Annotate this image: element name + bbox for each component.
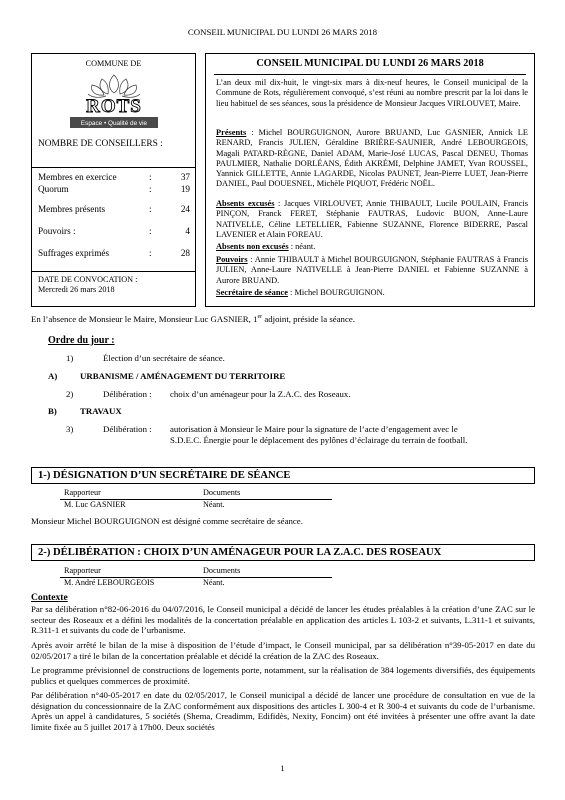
rapporteur-header: Rapporteur xyxy=(64,566,101,575)
section-1-heading: 1-) DÉSIGNATION D’UN SECRÉTAIRE DE SÉANCE xyxy=(31,467,535,484)
ordre-du-jour-title: Ordre du jour : xyxy=(48,335,115,346)
ordre-item-2-text: choix d’un aménageur pour la Z.A.C. des Roseaux. xyxy=(170,389,351,399)
section-a-title: URBANISME / AMÉNAGEMENT DU TERRITOIRE xyxy=(80,371,286,381)
ordre-item-3-line2: S.D.E.C. Énergie pour le déplacement des pylônes d’éclairage du terrain de football. xyxy=(170,435,468,445)
commune-label: COMMUNE DE xyxy=(85,59,142,68)
convocation-date: Mercredi 26 mars 2018 xyxy=(38,285,115,294)
session-info-box xyxy=(205,53,535,307)
contexte-paragraph-3: Le programme prévisionnel de constructions de logements porte, notamment, sur la réalisation de 384 logements diversifiés, des équipements publics et quelques commerces de proximité. xyxy=(31,665,535,686)
section-b-title: TRAVAUX xyxy=(80,406,122,416)
logo-tagline: Espace • Qualité de vie xyxy=(80,119,147,127)
rots-logo xyxy=(52,71,176,133)
commune-info-box: COMMUNE DE ROTS Espace • Qualité de vie NOMBRE DE CONSEILLERS : Membres en exercice : 37 Quorum : 19 Membres présents : 24 Pouvoirs : : 4 Suffrages exprimés : 28 DATE DE CONVOCATION : Mercredi 26 mars 2018 xyxy=(31,53,196,307)
secretaire-block: Secrétaire de séance : Michel BOURGUIGNON. xyxy=(216,288,385,297)
excuses-block: Absents excusés : Jacques VIRLOUVET, Annie THIBAULT, Lucile POULAIN, Francis PINÇON, Franck FERET, Stéphanie FAUTRAS, Ludovic BUON, Anne-Laure NATIVELLE, Céline LETELLIER, Fabienne SUZANNE, Florence BIDERRE, Pascal LAVENIER et Alain FOREAU. xyxy=(216,199,529,239)
ordre-item-3-label: Délibération : xyxy=(103,424,152,434)
contexte-paragraph-2: Après avoir arrêté le bilan de la mise à disposition de l’étude d’impact, le Conseil municipal, par sa délibération n°39-05-2017 en date du 02/05/2017 a tiré le bilan de la concertation préalable et décidé la création de la ZAC des Roseaux. xyxy=(31,640,535,661)
non-excuses-block: Absents non excusés : néant. xyxy=(216,242,316,251)
page-number: 1 xyxy=(280,763,285,773)
ordre-item-2-label: Délibération : xyxy=(103,389,152,399)
section-1-text: Monsieur Michel BOURGUIGNON est désigné comme secrétaire de séance. xyxy=(31,516,303,526)
divider xyxy=(32,167,195,168)
ordre-item-3-num: 3) xyxy=(66,424,74,434)
divider xyxy=(214,74,526,75)
contexte-paragraph-1: Par sa délibération n°82-06-2016 du 04/07/2016, le Conseil municipal a décidé de lancer les études préalables à la création d’une ZAC sur le secteur des Roseaux et a défini les modalités de la concertation préalable en application des articles L 103-2 et suivants, L.311-1 et suivants, R.311-1 et suivants du code de l’urbanisme. xyxy=(31,604,535,636)
ordre-item-1-text: Élection d’un secrétaire de séance. xyxy=(103,353,225,363)
section-2-heading: 2-) DÉLIBÉRATION : CHOIX D’UN AMÉNAGEUR POUR LA Z.A.C. DES ROSEAUX xyxy=(31,544,535,561)
counts-title: NOMBRE DE CONSEILLERS : xyxy=(38,138,163,149)
ordre-item-1-num: 1) xyxy=(66,353,74,363)
documents-header: Documents xyxy=(203,566,241,575)
page-header: CONSEIL MUNICIPAL DU LUNDI 26 MARS 2018 xyxy=(187,27,378,37)
logo-text: ROTS xyxy=(85,95,142,117)
rapporteur-header: Rapporteur xyxy=(64,488,101,497)
contexte-title: Contexte xyxy=(31,592,68,603)
section-a-letter: A) xyxy=(48,371,58,381)
ordre-item-3-line1: autorisation à Monsieur le Maire pour la signature de l’acte d’engagement avec le xyxy=(170,424,458,434)
documents-value: Néant. xyxy=(203,578,225,587)
pouvoirs-block: Pouvoirs : Annie THIBAULT à Michel BOURGUIGNON, Stéphanie FAUTRAS à Francis JULIEN, Anne-Laure NATIVELLE à Jean-Pierre DANIEL et Fabienne SUZANNE à Aurore BRUAND. xyxy=(216,255,528,285)
ordre-item-2-num: 2) xyxy=(66,389,74,399)
section-1-rapporteur-table xyxy=(60,488,332,511)
convocation-label: DATE DE CONVOCATION : xyxy=(38,275,138,284)
rapporteur-value: M. Luc GASNIER xyxy=(64,500,126,509)
documents-value: Néant. xyxy=(203,500,225,509)
section-b-letter: B) xyxy=(48,406,57,416)
session-title: CONSEIL MUNICIPAL DU LUNDI 26 MARS 2018 xyxy=(256,58,484,69)
absence-paragraph: En l’absence de Monsieur le Maire, Monsieur Luc GASNIER, 1er adjoint, préside la séance. xyxy=(31,314,355,324)
contexte-paragraph-4: Par délibération n°40-05-2017 en date du 02/05/2017, le Conseil municipal a décidé de lancer une procédure de consultation en vue de la désignation du concessionnaire de la ZAC conformément aux dispositions des articles L 300-4 et R 300-4 et suivants du code de l’urbanisme. Après un appel à candidatures, 5 sociétés (Shema, Creadimm, Edifidès, Nexity, Foncim) ont été invitées à présenter une offre avant la date limite fixée au 5 juillet 2017 à 17h00. Deux sociétés xyxy=(31,690,535,733)
presents-block: Présents : Michel BOURGUIGNON, Aurore BRUAND, Luc GASNIER, Annick LE RENARD, Francis JULIEN, Géraldine BRIÈRE-SAUNIER, André LEBOURGEOIS, Magali PATARD-RÈGNE, Daniel ADAM, Marie-José LUCAS, Pascal DENEU, Thomas PAULMIER, Nathalie DORLÉANS, Édith AKRÉMI, Delphine JAMET, Yvan ROUSSEL, Yannick GILLETTE, Annie LAGARDE, Nicolas PAUNET, Jean-Pierre LUET, Jean-Pierre DANIEL, Paul DOUESNEL, Michèle PIQUOT, Frédéric NOËL. xyxy=(216,128,528,189)
divider xyxy=(32,271,195,272)
documents-header: Documents xyxy=(203,488,241,497)
session-intro: L’an deux mil dix-huit, le vingt-six mars à dix-neuf heures, le Conseil municipal de la Commune de Rots, régulièrement convoqué, s’est réuni au nombre prescrit par la loi dans le lieu habituel de ses séances, sous la présidence de Monsieur Jacques VIRLOUVET, Maire. xyxy=(216,78,528,108)
section-2-rapporteur-table xyxy=(60,566,332,589)
rapporteur-value: M. André LEBOURGEOIS xyxy=(64,578,155,587)
